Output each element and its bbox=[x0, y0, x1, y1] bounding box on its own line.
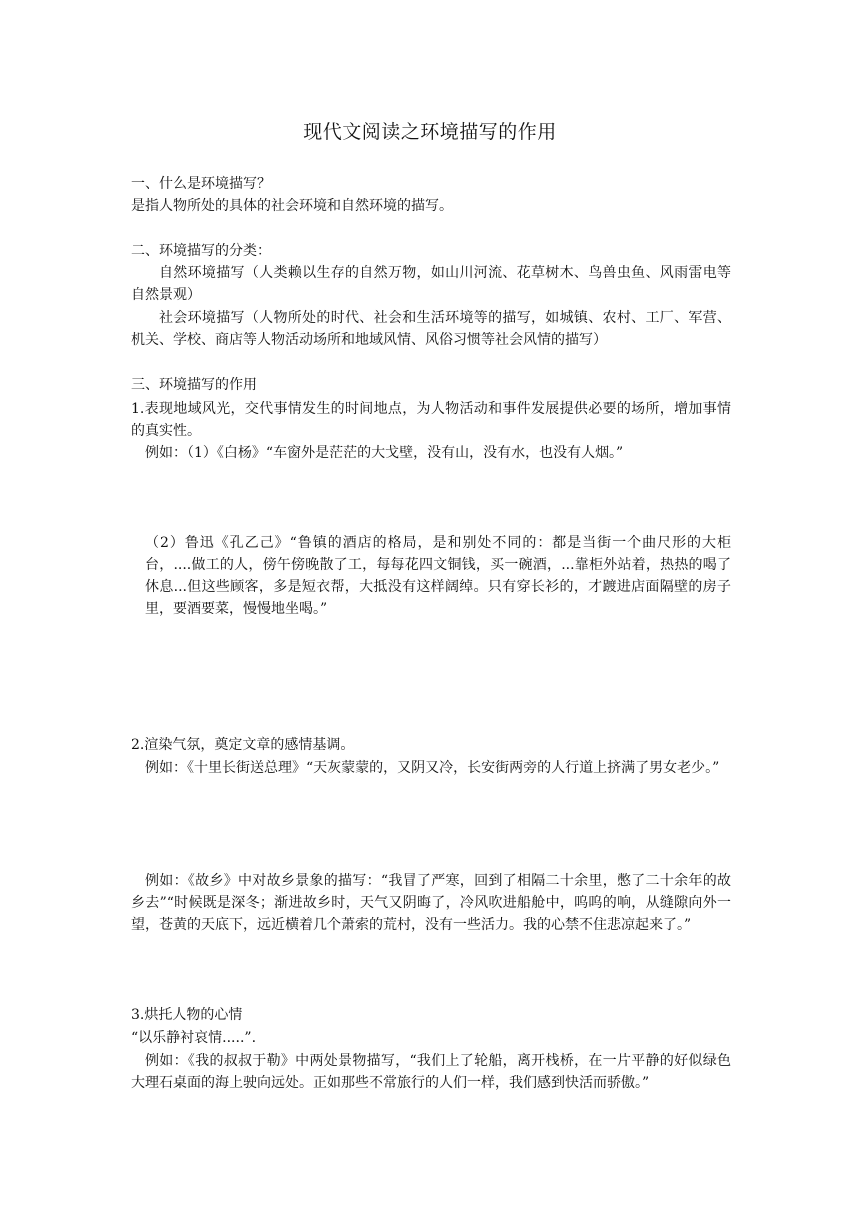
function-2-example-2: 例如：《故乡》中对故乡景象的描写：“我冒了严寒，回到了相隔二十余里，憋了二十余年的故乡去”“时候既是深冬；渐进故乡时，天气又阴晦了，冷风吹进船舱中，呜呜的响，从缝隙向外一望，苍黄的天底下，远近横着几个萧索的荒村，没有一些活力。我的心禁不住悲凉起来了。” bbox=[131, 873, 731, 933]
section-2-heading: 二、环境描写的分类： bbox=[131, 243, 271, 259]
function-1-example-2: （2）鲁迅《孔乙己》“鲁镇的酒店的格局，是和别处不同的：都是当街一个曲尺形的大柜台，....做工的人，傍午傍晚散了工，每每花四文铜钱，买一碗酒，...靠柜外站着，热热的喝了休息...但这些顾客，多是短衣帮，大抵没有这样阔绰。只有穿长衫的，才踱进店面隔壁的房子里，要酒要菜，慢慢地坐喝。” bbox=[145, 535, 731, 617]
function-3-example-1: 例如：《我的叔叔于勒》中两处景物描写，“我们上了轮船，离开栈桥，在一片平静的好似绿色大理石桌面的海上驶向远处。正如那些不常旅行的人们一样，我们感到快活而骄傲。” bbox=[131, 1053, 731, 1091]
function-3-quote: “以乐静衬哀情.....”. bbox=[131, 1030, 257, 1046]
section-3-heading: 三、环境描写的作用 bbox=[131, 377, 257, 393]
natural-environment-text: 自然环境描写（人类赖以生存的自然万物，如山川河流、花草树木、鸟兽虫鱼、风雨雷电等自然景观） bbox=[131, 265, 731, 303]
section-1-heading: 一、什么是环境描写？ bbox=[131, 176, 271, 192]
function-1-text: 1.表现地域风光，交代事情发生的时间地点，为人物活动和事件发展提供必要的场所，增加事情的真实性。 bbox=[131, 401, 731, 439]
function-3-text: 3.烘托人物的心情 bbox=[131, 1007, 243, 1023]
section-1-text: 是指人物所处的具体的社会环境和自然环境的描写。 bbox=[131, 198, 453, 214]
function-1-example-1: 例如：（1）《白杨》“车窗外是茫茫的大戈壁，没有山，没有水，也没有人烟。” bbox=[145, 445, 624, 461]
function-2-example-1: 例如：《十里长街送总理》“天灰蒙蒙的，又阴又冷，长安街两旁的人行道上挤满了男女老少。” bbox=[145, 760, 720, 776]
document-title: 现代文阅读之环境描写的作用 bbox=[303, 121, 557, 143]
function-2-text: 2.渲染气氛，奠定文章的感情基调。 bbox=[131, 737, 355, 753]
social-environment-text: 社会环境描写（人物所处的时代、社会和生活环境等的描写，如城镇、农村、工厂、军营、机关、学校、商店等人物活动场所和地域风情、风俗习惯等社会风情的描写） bbox=[131, 310, 731, 348]
